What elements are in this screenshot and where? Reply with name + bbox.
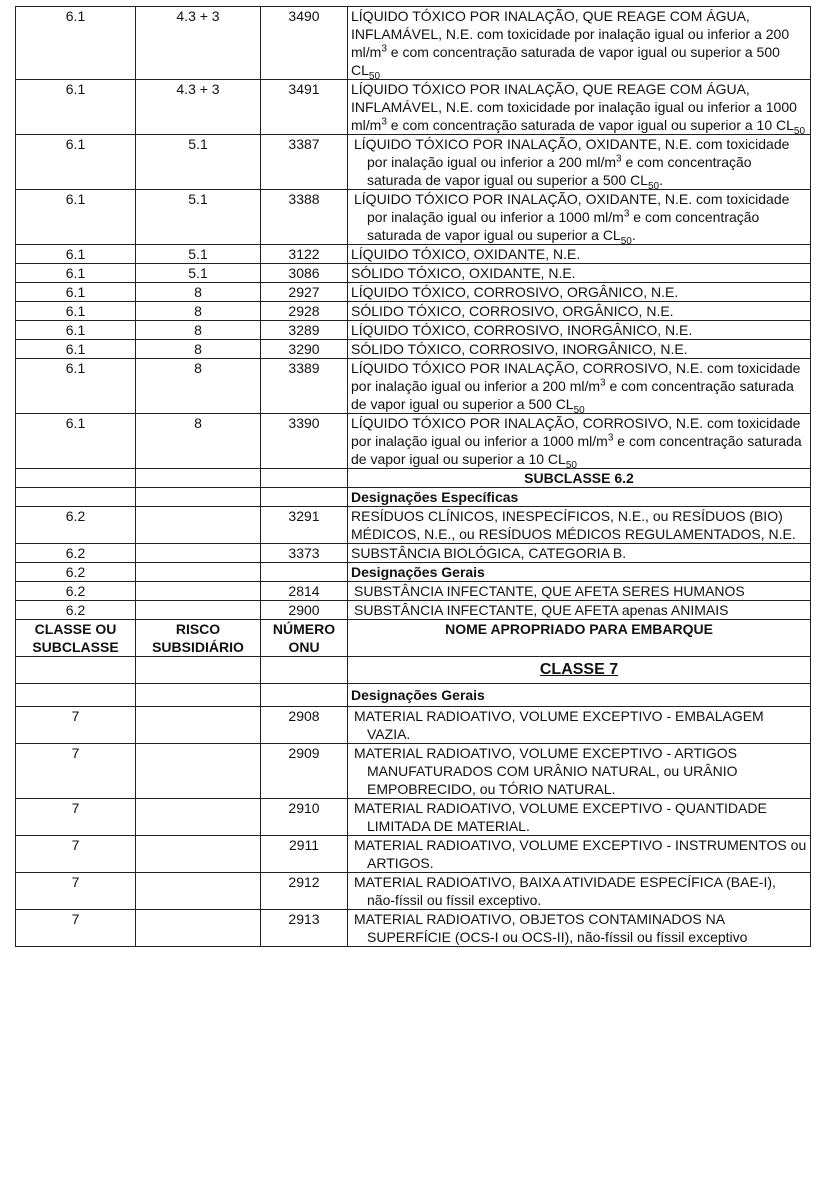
subscript: 50 (620, 235, 632, 247)
table-row (16, 190, 811, 245)
risk-cell: 5.1 (136, 245, 261, 264)
class-cell: 6.1 (16, 283, 136, 302)
risk-cell (136, 582, 261, 601)
column-header-row (16, 620, 811, 657)
name-text-part: e com concentração saturada de vapor igual ou superior a 500 CL (351, 44, 780, 78)
table-row (16, 507, 811, 544)
shipping-name-cell: SUBSTÂNCIA BIOLÓGICA, CATEGORIA B. (348, 544, 811, 563)
shipping-name-text: SUBSTÂNCIA INFECTANTE, QUE AFETA SERES HUMANOS (354, 583, 745, 599)
name-text-part: e com concentração saturada de vapor igual ou superior a 10 CL (386, 117, 794, 133)
superscript: 3 (623, 208, 630, 220)
shipping-name-cell (348, 707, 811, 744)
class-cell: 7 (16, 707, 136, 744)
name-text-part: e com concentração saturada de vapor igual ou superior a 10 CL (351, 433, 802, 467)
class-cell: 6.1 (16, 414, 136, 469)
risk-cell (136, 873, 261, 910)
un-number-cell: 2908 (261, 707, 348, 744)
risk-cell (136, 507, 261, 544)
table-row (16, 799, 811, 836)
risk-cell (136, 910, 261, 947)
un-number-cell: 2910 (261, 799, 348, 836)
class-heading-row (16, 657, 811, 684)
table-row (16, 414, 811, 469)
class-cell: 7 (16, 836, 136, 873)
class-cell: 7 (16, 910, 136, 947)
name-text-part: LÍQUIDO TÓXICO POR INALAÇÃO, OXIDANTE, N.E. com toxicidade por inalação igual ou inferior a 200 ml/m (354, 136, 790, 170)
risk-cell (136, 836, 261, 873)
table-body (16, 7, 811, 947)
designation-row (16, 684, 811, 707)
shipping-name-text (351, 8, 790, 82)
superscript: 3 (607, 432, 614, 444)
table-row (16, 707, 811, 744)
class-heading-cell (348, 657, 811, 684)
class-cell: 6.1 (16, 245, 136, 264)
designation-row (16, 563, 811, 582)
empty-cell (261, 684, 348, 707)
un-number-cell: 2900 (261, 601, 348, 620)
designation-label: Designações Gerais (351, 687, 485, 703)
shipping-name-text: SUBSTÂNCIA INFECTANTE, QUE AFETA apenas ANIMAIS (354, 602, 729, 618)
class-cell: 6.1 (16, 135, 136, 190)
risk-cell: 5.1 (136, 264, 261, 283)
table-row (16, 582, 811, 601)
risk-cell (136, 544, 261, 563)
risk-cell: 8 (136, 321, 261, 340)
superscript: 3 (616, 153, 622, 165)
name-text-part: LÍQUIDO TÓXICO POR INALAÇÃO, OXIDANTE, N.E. com toxicidade por inalação igual ou inferior a 1000 ml/m (354, 191, 790, 225)
shipping-name-text (351, 360, 801, 416)
name-text-part: LÍQUIDO TÓXICO POR INALAÇÃO, QUE REAGE COM ÁGUA, INFLAMÁVEL, N.E. com toxicidade por inalação igual ou inferior a 200 ml/m (351, 8, 790, 60)
un-number-cell: 2909 (261, 744, 348, 799)
shipping-name-cell: RESÍDUOS CLÍNICOS, INESPECÍFICOS, N.E., ou RESÍDUOS (BIO) MÉDICOS, N.E., ou RESÍDUOS MÉDICOS REGULAMENTADOS, N.E. (348, 507, 811, 544)
subscript: 50 (573, 404, 585, 416)
class-cell: 6.2 (16, 582, 136, 601)
empty-cell (261, 488, 348, 507)
risk-cell (136, 799, 261, 836)
shipping-name-cell (348, 414, 811, 469)
subscript: 50 (565, 459, 577, 471)
empty-cell (136, 657, 261, 684)
shipping-name-text: MATERIAL RADIOATIVO, BAIXA ATIVIDADE ESPECÍFICA (BAE-I), não-físsil ou físsil exceptivo. (354, 874, 776, 908)
class-cell: 7 (16, 799, 136, 836)
risk-cell: 4.3 + 3 (136, 7, 261, 80)
empty-cell (16, 469, 136, 488)
empty-cell (261, 657, 348, 684)
shipping-name-cell (348, 873, 811, 910)
shipping-name-cell: LÍQUIDO TÓXICO, OXIDANTE, N.E. (348, 245, 811, 264)
empty-cell (16, 684, 136, 707)
shipping-name-cell (348, 135, 811, 190)
empty-cell (136, 488, 261, 507)
risk-cell (136, 744, 261, 799)
subclass-heading: SUBCLASSE 6.2 (524, 470, 634, 486)
un-number-cell: 3387 (261, 135, 348, 190)
name-text-part: e com concentração saturada de vapor igual ou superior a 500 CL (351, 378, 794, 412)
header-risk: RISCO SUBSIDIÁRIO (136, 620, 261, 657)
table-row (16, 340, 811, 359)
shipping-name-cell (348, 799, 811, 836)
subscript: 50 (368, 70, 381, 82)
designation-cell (348, 563, 811, 582)
dangerous-goods-table (15, 6, 811, 947)
shipping-name-cell (348, 582, 811, 601)
shipping-name-cell (348, 80, 811, 135)
shipping-name-cell (348, 910, 811, 947)
un-number-cell: 3289 (261, 321, 348, 340)
class-cell: 6.1 (16, 302, 136, 321)
table-row (16, 283, 811, 302)
class-cell: 7 (16, 744, 136, 799)
shipping-name-cell (348, 7, 811, 80)
un-number-cell: 3086 (261, 264, 348, 283)
table-row (16, 245, 811, 264)
table-row (16, 910, 811, 947)
un-number-cell: 3388 (261, 190, 348, 245)
un-number-cell: 3291 (261, 507, 348, 544)
designation-row (16, 488, 811, 507)
un-number-cell: 2928 (261, 302, 348, 321)
name-text-part: . (659, 172, 663, 188)
risk-cell: 8 (136, 302, 261, 321)
table-row (16, 135, 811, 190)
un-number-cell: 2913 (261, 910, 348, 947)
shipping-name-cell: SÓLIDO TÓXICO, CORROSIVO, INORGÂNICO, N.E. (348, 340, 811, 359)
shipping-name-cell (348, 836, 811, 873)
empty-cell (261, 563, 348, 582)
class-cell: 6.1 (16, 321, 136, 340)
shipping-name-cell (348, 744, 811, 799)
class-cell: 6.1 (16, 7, 136, 80)
table-row (16, 836, 811, 873)
un-number-cell: 2912 (261, 873, 348, 910)
un-number-cell: 2814 (261, 582, 348, 601)
risk-cell: 8 (136, 359, 261, 414)
risk-cell: 5.1 (136, 135, 261, 190)
un-number-cell: 3389 (261, 359, 348, 414)
table-row (16, 80, 811, 135)
empty-cell (136, 469, 261, 488)
table-row (16, 601, 811, 620)
header-shipping-name: NOME APROPRIADO PARA EMBARQUE (348, 620, 811, 657)
subclass-heading-row (16, 469, 811, 488)
un-number-cell: 3373 (261, 544, 348, 563)
table-row (16, 7, 811, 80)
superscript: 3 (600, 377, 606, 389)
un-number-cell: 3290 (261, 340, 348, 359)
shipping-name-text (351, 190, 807, 247)
empty-cell (16, 657, 136, 684)
subscript: 50 (647, 180, 660, 192)
shipping-name-cell: LÍQUIDO TÓXICO, CORROSIVO, INORGÂNICO, N.E. (348, 321, 811, 340)
subclass-heading-cell (348, 469, 811, 488)
shipping-name-text (351, 81, 806, 137)
risk-cell (136, 707, 261, 744)
class-cell: 6.2 (16, 544, 136, 563)
class-heading: CLASSE 7 (539, 661, 619, 678)
superscript: 3 (381, 116, 387, 128)
class-cell: 6.1 (16, 340, 136, 359)
risk-cell: 8 (136, 283, 261, 302)
risk-cell: 5.1 (136, 190, 261, 245)
shipping-name-text: MATERIAL RADIOATIVO, VOLUME EXCEPTIVO - EMBALAGEM VAZIA. (354, 708, 764, 742)
name-text-part: e com concentração saturada de vapor igual ou superior a 500 CL (367, 154, 752, 188)
header-un-number: NÚMERO ONU (261, 620, 348, 657)
shipping-name-cell (348, 190, 811, 245)
class-cell: 7 (16, 873, 136, 910)
table-row (16, 264, 811, 283)
empty-cell (136, 563, 261, 582)
shipping-name-cell (348, 359, 811, 414)
class-cell: 6.2 (16, 563, 136, 582)
designation-cell (348, 488, 811, 507)
shipping-name-text: MATERIAL RADIOATIVO, VOLUME EXCEPTIVO - ARTIGOS MANUFATURADOS COM URÂNIO NATURAL, ou URÂNIO EMPOBRECIDO, ou TÓRIO NATURAL. (354, 745, 738, 797)
empty-cell (136, 684, 261, 707)
table-row (16, 873, 811, 910)
empty-cell (261, 469, 348, 488)
class-cell: 6.2 (16, 601, 136, 620)
header-class: CLASSE OU SUBCLASSE (16, 620, 136, 657)
un-number-cell: 3490 (261, 7, 348, 80)
designation-cell (348, 684, 811, 707)
superscript: 3 (381, 43, 387, 55)
class-cell: 6.1 (16, 80, 136, 135)
shipping-name-cell: SÓLIDO TÓXICO, OXIDANTE, N.E. (348, 264, 811, 283)
shipping-name-text: MATERIAL RADIOATIVO, VOLUME EXCEPTIVO - QUANTIDADE LIMITADA DE MATERIAL. (354, 800, 767, 834)
class-cell: 6.1 (16, 359, 136, 414)
designation-label: Designações Gerais (351, 564, 485, 580)
un-number-cell: 3491 (261, 80, 348, 135)
name-text-part: LÍQUIDO TÓXICO POR INALAÇÃO, CORROSIVO, N.E. com toxicidade por inalação igual ou inferior a 1000 ml/m (351, 415, 801, 449)
risk-cell: 8 (136, 414, 261, 469)
risk-cell: 8 (136, 340, 261, 359)
name-text-part: . (631, 227, 636, 243)
shipping-name-cell: SÓLIDO TÓXICO, CORROSIVO, ORGÂNICO, N.E. (348, 302, 811, 321)
table-row (16, 544, 811, 563)
name-text-part: e com concentração saturada de vapor igual ou superior a CL (367, 209, 760, 243)
shipping-name-text (351, 415, 802, 471)
table-row (16, 359, 811, 414)
un-number-cell: 2911 (261, 836, 348, 873)
un-number-cell: 3122 (261, 245, 348, 264)
shipping-name-text (351, 135, 807, 192)
class-cell: 6.2 (16, 507, 136, 544)
table-row (16, 321, 811, 340)
un-number-cell: 3390 (261, 414, 348, 469)
name-text-part: LÍQUIDO TÓXICO POR INALAÇÃO, CORROSIVO, N.E. com toxicidade por inalação igual ou inferior a 200 ml/m (351, 360, 801, 394)
shipping-name-text: MATERIAL RADIOATIVO, VOLUME EXCEPTIVO - INSTRUMENTOS ou ARTIGOS. (354, 837, 807, 871)
un-number-cell: 2927 (261, 283, 348, 302)
table-row (16, 744, 811, 799)
shipping-name-text: MATERIAL RADIOATIVO, OBJETOS CONTAMINADOS NA SUPERFÍCIE (OCS-I ou OCS-II), não-físsil ou físsil exceptivo (354, 911, 748, 945)
risk-cell (136, 601, 261, 620)
table-row (16, 302, 811, 321)
designation-label: Designações Específicas (351, 489, 519, 505)
name-text-part: LÍQUIDO TÓXICO POR INALAÇÃO, QUE REAGE COM ÁGUA, INFLAMÁVEL, N.E. com toxicidade por inalação igual ou inferior a 1000 ml/m (351, 81, 797, 133)
empty-cell (16, 488, 136, 507)
shipping-name-cell (348, 601, 811, 620)
subscript: 50 (793, 125, 806, 137)
class-cell: 6.1 (16, 190, 136, 245)
risk-cell: 4.3 + 3 (136, 80, 261, 135)
shipping-name-cell: LÍQUIDO TÓXICO, CORROSIVO, ORGÂNICO, N.E. (348, 283, 811, 302)
class-cell: 6.1 (16, 264, 136, 283)
